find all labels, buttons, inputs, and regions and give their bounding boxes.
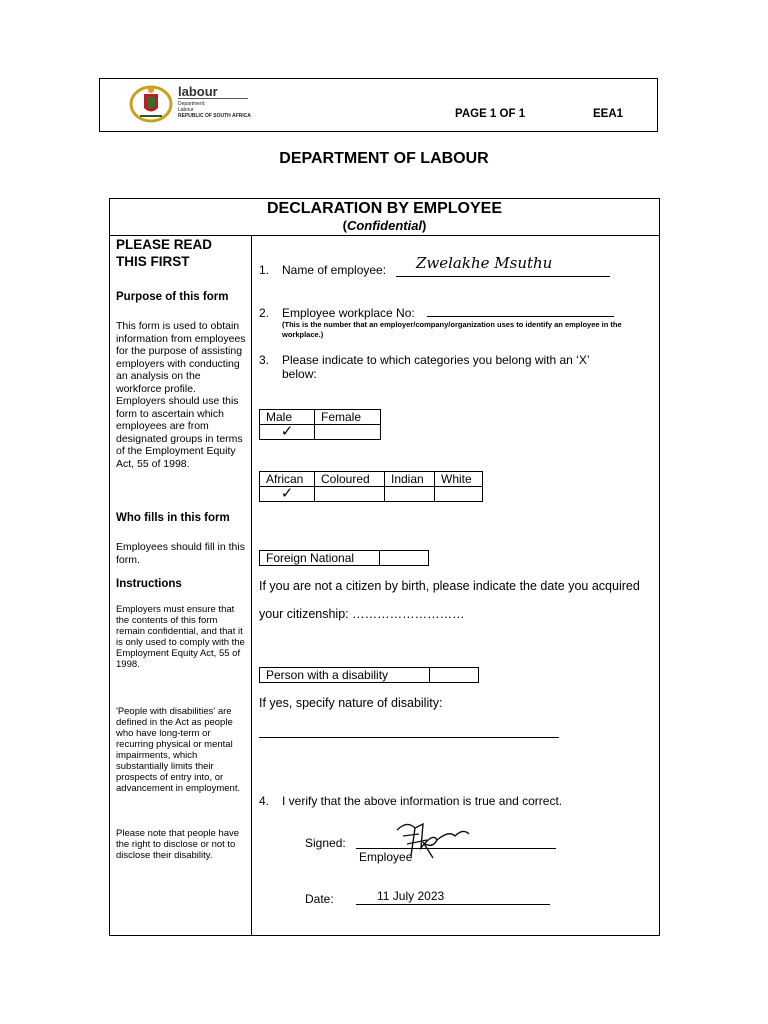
- department-title: DEPARTMENT OF LABOUR: [279, 150, 489, 167]
- disclose-note: Please note that people have the right to disclose or not to disclose their disability.: [116, 828, 240, 861]
- purpose-text: This form is used to obtain information from employees for the purpose of assisting employers with conducting an analysis on the workforce profile. Employers should use this form to ascertain which employees are from designated groups in terms of the Employment Equity Act, 55 of 1998.: [116, 320, 246, 470]
- form-subtitle: [109, 218, 660, 233]
- page-number: PAGE 1 OF 1: [455, 108, 526, 120]
- instructions-text: Employers must ensure that the contents of this form remain confidential, and that it is only used to comply with the Employment Equity Act, 55 of 1998.: [116, 604, 245, 670]
- please-read-line2: THIS FIRST: [116, 254, 190, 269]
- race-coloured-cell[interactable]: [315, 487, 385, 502]
- race-table: [259, 471, 483, 502]
- disability-nature-field[interactable]: [259, 727, 559, 738]
- foreign-national-table: [259, 550, 429, 566]
- subtitle-close-paren: ): [422, 218, 427, 233]
- race-white-cell[interactable]: [435, 487, 483, 502]
- date-label: Date:: [305, 892, 334, 906]
- disability-definition: 'People with disabilities' are defined in the Act as people who have long-term or recurring physical or mental impairments, which substantially limits their prospects of entry into, or advancement in employment.: [116, 706, 241, 794]
- coat-of-arms-icon: [128, 82, 174, 129]
- who-text: Employees should fill in this form.: [116, 541, 245, 566]
- disability-table: [259, 667, 479, 683]
- name-value: Zwelakhe Msuthu: [416, 254, 553, 272]
- citizenship-line2[interactable]: your citizenship: ………………………: [259, 607, 465, 621]
- form-title: DECLARATION BY EMPLOYEE: [267, 200, 502, 217]
- race-white-header: White: [435, 472, 483, 487]
- q1-label: Name of employee:: [282, 263, 387, 277]
- logo-dept-line3: REPUBLIC OF SOUTH AFRICA: [178, 113, 251, 119]
- race-indian-header: Indian: [385, 472, 435, 487]
- disability-label: Person with a disability: [260, 668, 430, 683]
- gender-female-cell[interactable]: [315, 425, 381, 440]
- logo-dept-line1: Department:: [178, 101, 206, 107]
- q3-label: Please indicate to which categories you belong with an ‘X’ below:: [282, 353, 590, 381]
- date-value: 11 July 2023: [377, 889, 445, 903]
- please-read-line1: PLEASE READ: [116, 237, 213, 252]
- citizenship-line1: If you are not a citizen by birth, please indicate the date you acquired: [259, 579, 640, 593]
- subtitle-open-paren: (: [342, 218, 347, 233]
- who-heading: Who fills in this form: [116, 512, 230, 524]
- employee-label: Employee: [359, 850, 413, 864]
- gender-female-header: Female: [315, 410, 381, 425]
- q1-number: 1.: [259, 263, 270, 277]
- please-read-heading: [116, 236, 212, 270]
- male-tick-icon: ✓: [280, 423, 294, 440]
- logo-title: labour: [178, 84, 218, 99]
- race-african-header: African: [260, 472, 315, 487]
- african-tick-icon: ✓: [280, 485, 294, 502]
- q2-note: (This is the number that an employer/company/organization uses to identify an employee in the workplace.): [282, 320, 622, 339]
- q2-number: 2.: [259, 306, 270, 320]
- disability-specify-label: If yes, specify nature of disability:: [259, 696, 443, 710]
- q2-label: Employee workplace No:: [282, 306, 415, 320]
- gender-male-header: Male: [260, 410, 315, 425]
- race-coloured-header: Coloured: [315, 472, 385, 487]
- gender-table: [259, 409, 381, 440]
- q4-label: I verify that the above information is true and correct.: [282, 794, 563, 808]
- workplace-no-field[interactable]: [427, 305, 614, 317]
- form-code: EEA1: [593, 108, 624, 120]
- purpose-heading: Purpose of this form: [116, 291, 229, 303]
- gender-male-cell[interactable]: [260, 425, 315, 440]
- column-divider: [251, 235, 252, 936]
- signed-label: Signed:: [305, 836, 346, 850]
- instructions-heading: Instructions: [116, 578, 182, 590]
- subtitle-text: Confidential: [346, 218, 423, 233]
- foreign-national-cell[interactable]: [380, 551, 429, 566]
- q4-number: 4.: [259, 794, 270, 808]
- race-indian-cell[interactable]: [385, 487, 435, 502]
- q3-number: 3.: [259, 353, 270, 367]
- logo-divider: [178, 98, 248, 99]
- foreign-national-label: Foreign National: [260, 551, 380, 566]
- race-african-cell[interactable]: [260, 487, 315, 502]
- logo-dept-line2: Labour: [178, 107, 194, 113]
- disability-cell[interactable]: [430, 668, 479, 683]
